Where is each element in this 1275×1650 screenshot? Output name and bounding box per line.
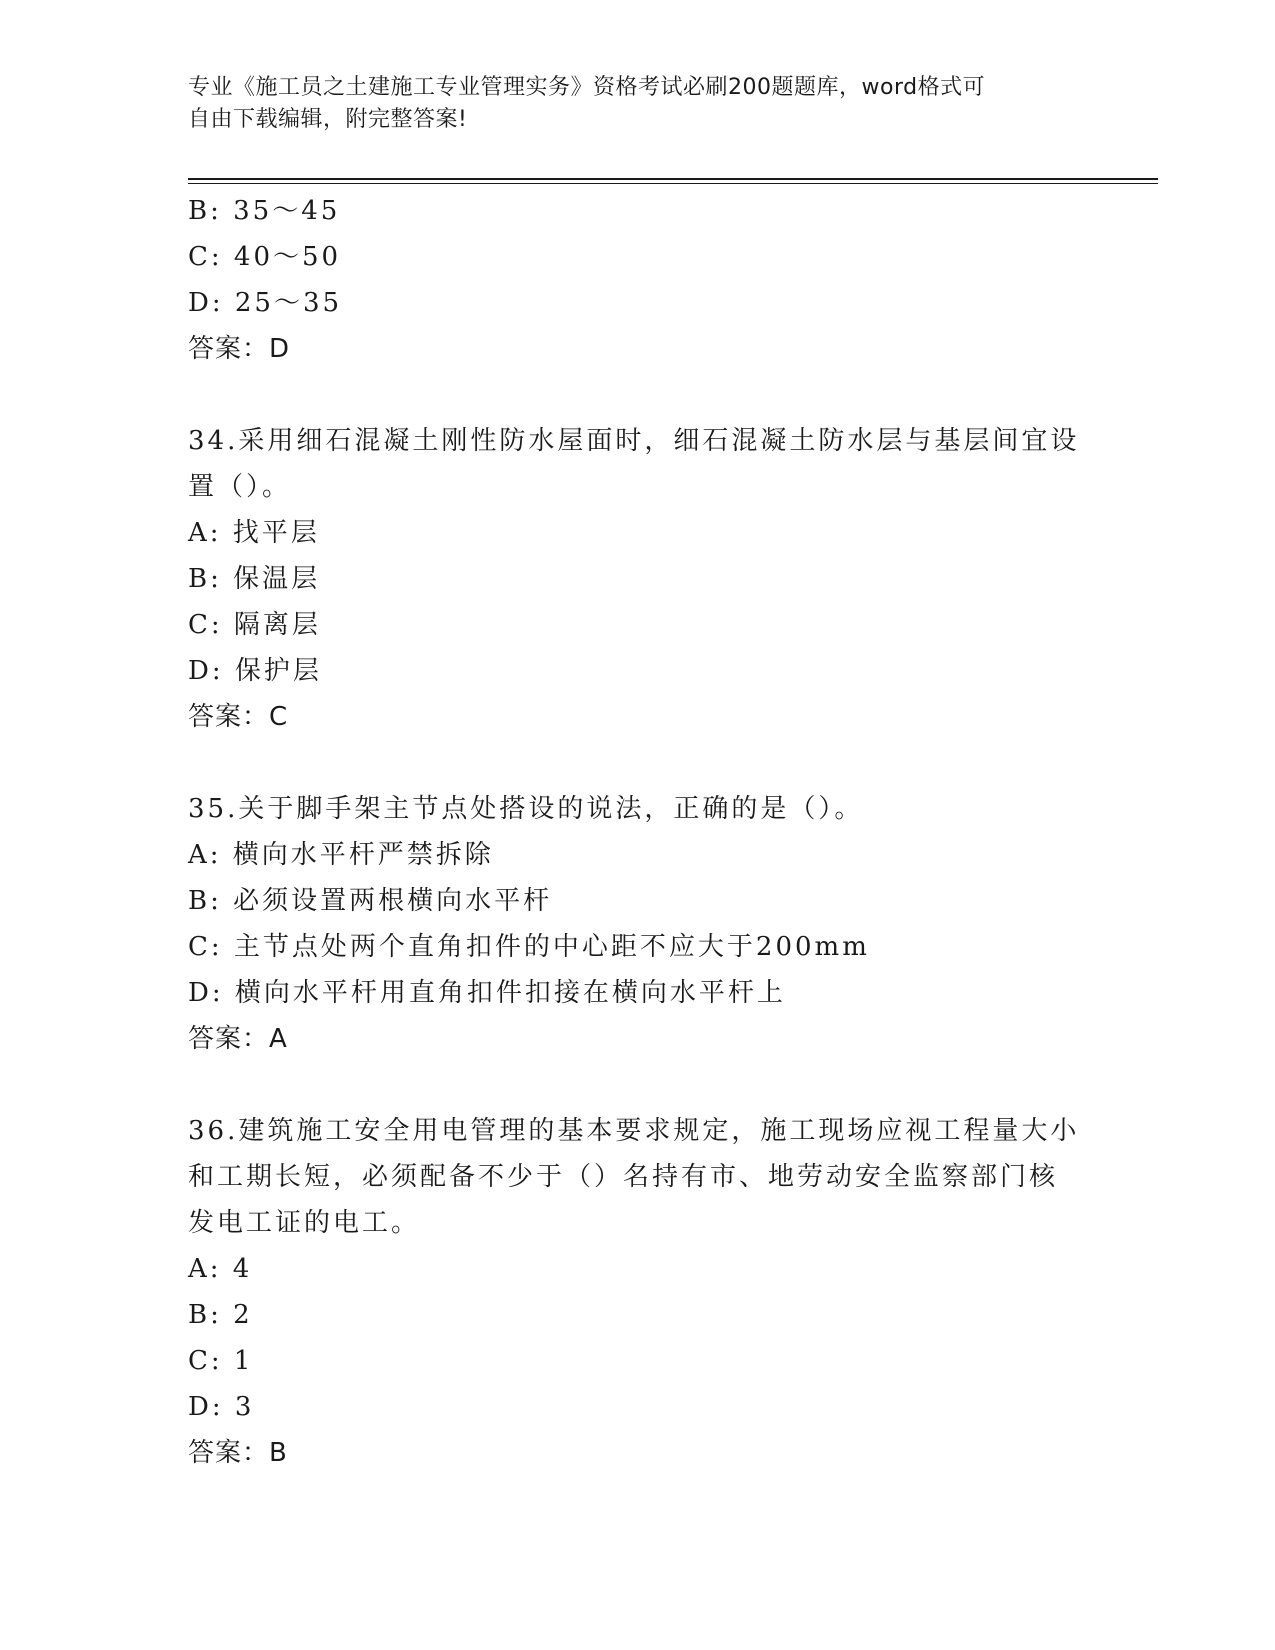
option-b: B: 必须设置两根横向水平杆 bbox=[188, 886, 553, 916]
header-divider bbox=[188, 178, 1158, 184]
option-a: A: 找平层 bbox=[188, 518, 320, 548]
question-34 bbox=[188, 418, 1088, 740]
question-stem-line: 和工期长短，必须配备不少于（）名持有市、地劳动安全监察部门核 bbox=[188, 1162, 1059, 1192]
question-stem-line: 35.关于脚手架主节点处搭设的说法，正确的是（）。 bbox=[188, 794, 864, 824]
answer-text: 答案：B bbox=[188, 1438, 288, 1468]
option-b: B: 保温层 bbox=[188, 564, 321, 594]
option-a: A: 横向水平杆严禁拆除 bbox=[188, 840, 494, 870]
option-c: C: 40～50 bbox=[188, 242, 342, 272]
answer-text: 答案：C bbox=[188, 702, 289, 732]
question-stem-line: 36.建筑施工安全用电管理的基本要求规定，施工现场应视工程量大小 bbox=[188, 1116, 1080, 1146]
question-list bbox=[188, 188, 1088, 1476]
option-d: D: 3 bbox=[188, 1392, 255, 1422]
option-a: A: 4 bbox=[188, 1254, 253, 1284]
document-header bbox=[188, 72, 1088, 136]
question-stem-line: 发电工证的电工。 bbox=[188, 1208, 421, 1238]
option-d: D: 保护层 bbox=[188, 656, 322, 686]
partial-question bbox=[188, 188, 1088, 372]
header-title-line-2: 自由下载编辑，附完整答案! bbox=[188, 107, 468, 132]
answer-text: 答案：A bbox=[188, 1024, 288, 1054]
option-c: C: 1 bbox=[188, 1346, 254, 1376]
option-d: D: 25～35 bbox=[188, 288, 343, 318]
question-36 bbox=[188, 1108, 1088, 1476]
question-stem-line: 置（）。 bbox=[188, 472, 292, 502]
option-d: D: 横向水平杆用直角扣件扣接在横向水平杆上 bbox=[188, 978, 786, 1008]
answer-text: 答案：D bbox=[188, 334, 291, 364]
option-c: C: 主节点处两个直角扣件的中心距不应大于200mm bbox=[188, 932, 870, 962]
header-title-line-1: 专业《施工员之土建施工专业管理实务》资格考试必刷200题题库，word格式可 bbox=[188, 75, 986, 100]
question-35 bbox=[188, 786, 1088, 1062]
question-stem-line: 34.采用细石混凝土刚性防水屋面时，细石混凝土防水层与基层间宜设 bbox=[188, 426, 1080, 456]
option-b: B: 2 bbox=[188, 1300, 253, 1330]
option-b: B: 35～45 bbox=[188, 196, 341, 226]
option-c: C: 隔离层 bbox=[188, 610, 321, 640]
